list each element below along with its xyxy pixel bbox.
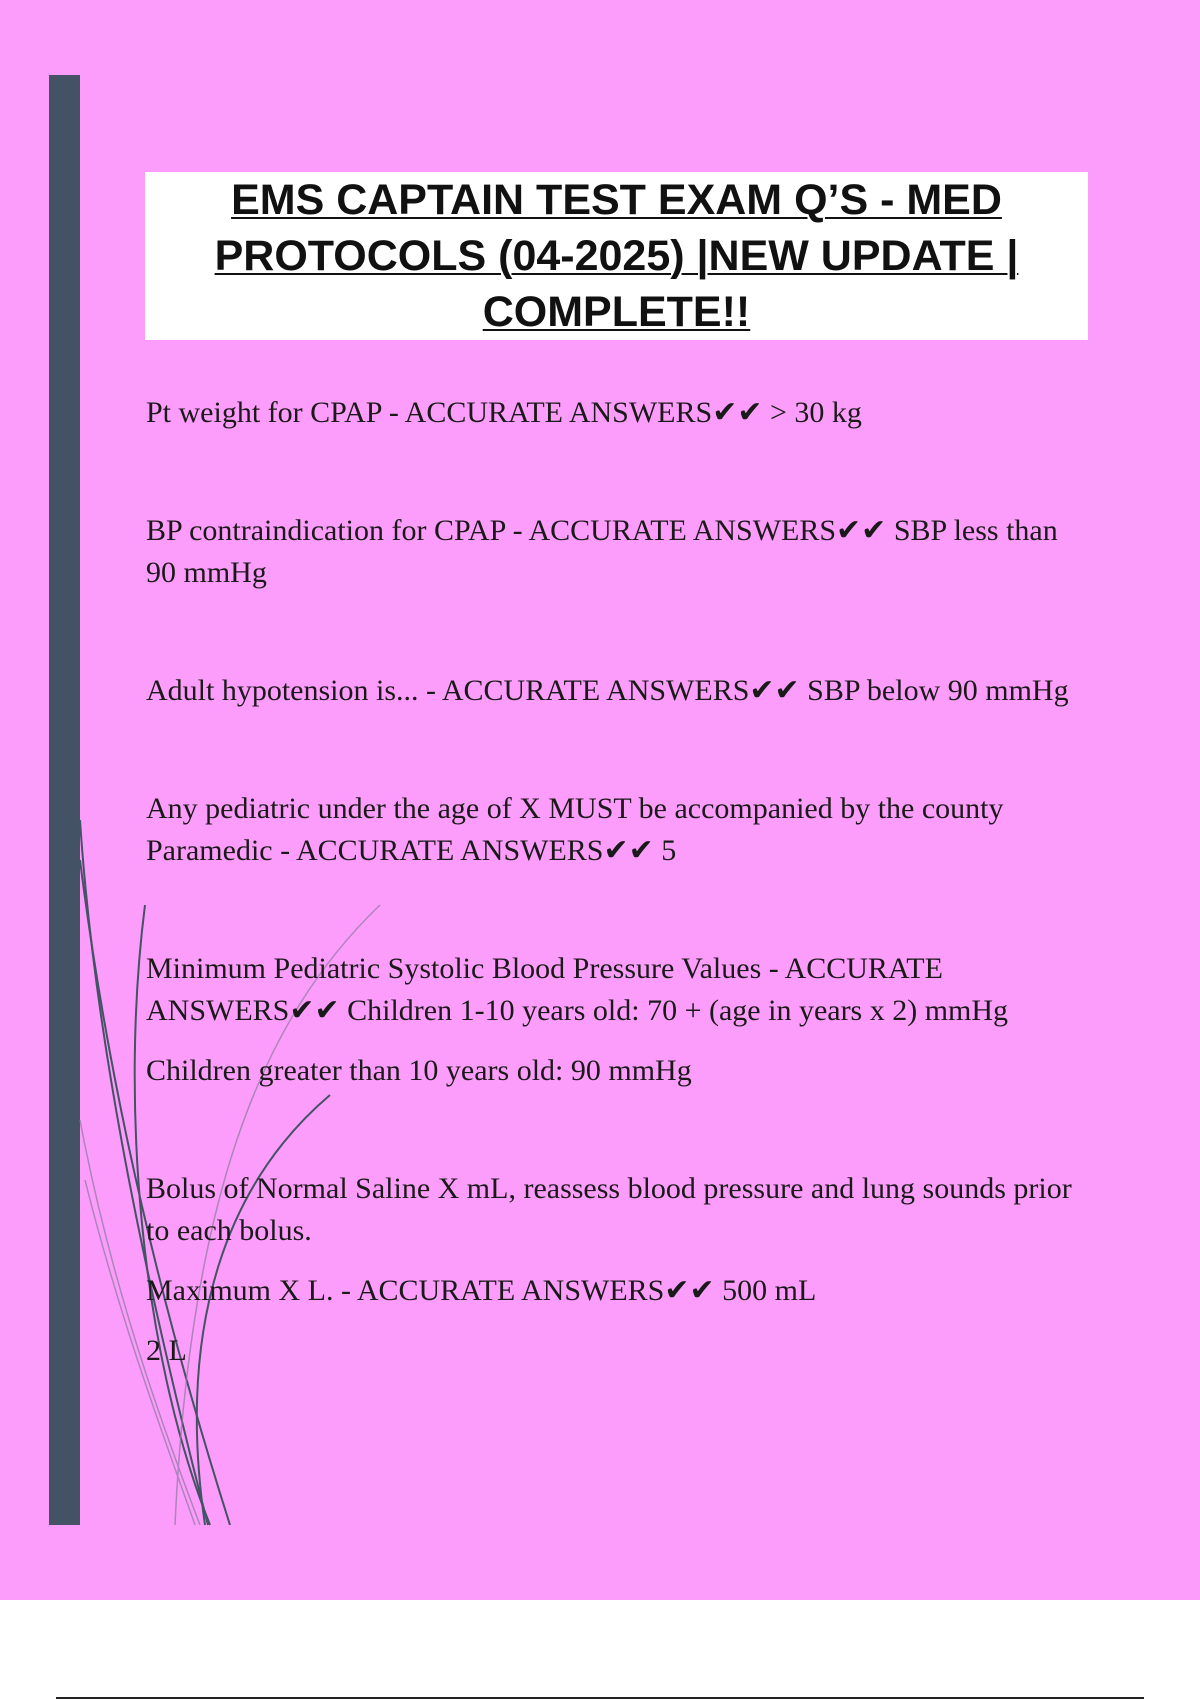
decorative-side-bar <box>49 75 80 1525</box>
qa-entry-continuation: Children greater than 10 years old: 90 mmHg <box>146 1054 692 1087</box>
qa-entry: Bolus of Normal Saline X mL, reassess blood pressure and lung sounds prior to each bolus. <box>146 1172 1072 1247</box>
qa-entry: Pt weight for CPAP - ACCURATE ANSWERS✔✔ > 30 kg <box>146 396 862 429</box>
qa-entry: Any pediatric under the age of X MUST be accompanied by the county Paramedic - ACCURATE ANSWERS✔✔ 5 <box>146 792 1004 867</box>
qa-entry: BP contraindication for CPAP - ACCURATE ANSWERS✔✔ SBP less than 90 mmHg <box>146 514 1058 589</box>
title-box <box>145 172 1088 340</box>
qa-entry: Minimum Pediatric Systolic Blood Pressure Values - ACCURATE ANSWERS✔✔ Children 1-10 years old: 70 + (age in years x 2) mmHg <box>146 952 1009 1027</box>
footer-rule <box>56 1697 1144 1699</box>
document-body <box>146 392 1086 1372</box>
document-title: EMS CAPTAIN TEST EXAM Q’S - MED PROTOCOLS (04-2025) |NEW UPDATE | COMPLETE!! <box>214 176 1019 336</box>
qa-entry-continuation: 2 L <box>146 1334 187 1367</box>
qa-entry: Adult hypotension is... - ACCURATE ANSWERS✔✔ SBP below 90 mmHg <box>146 674 1069 707</box>
qa-entry-continuation: Maximum X L. - ACCURATE ANSWERS✔✔ 500 mL <box>146 1274 817 1307</box>
